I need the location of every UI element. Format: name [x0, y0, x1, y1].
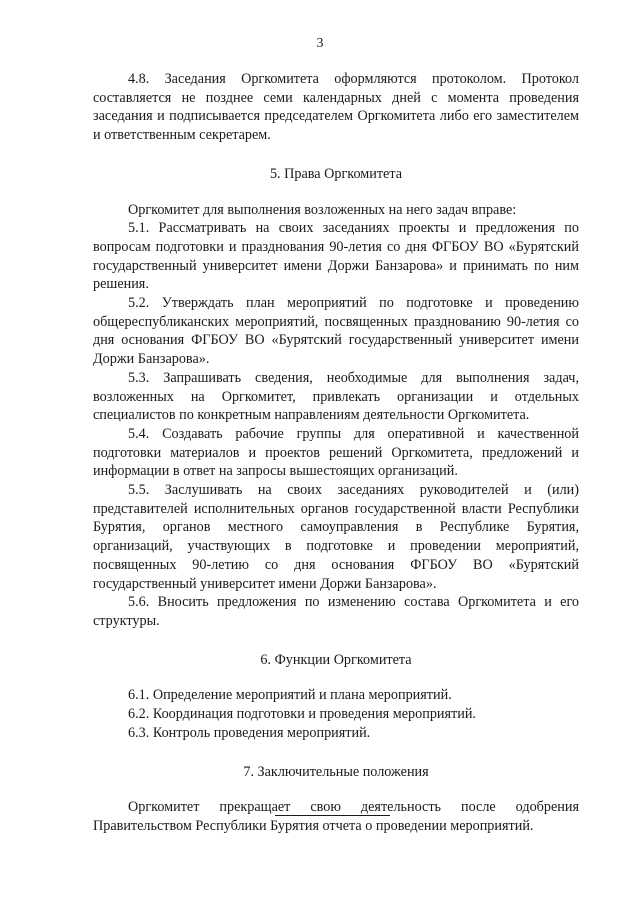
clause-5-2: 5.2. Утверждать план мероприятий по подготовке и проведению общереспубликанских мероприятий, посвященных празднованию 90-летия со дня основания ФГБОУ ВО «Бурятский государственный университет имени Доржи Банзарова». [93, 295, 579, 368]
clause-5-3: 5.3. Запрашивать сведения, необходимые для выполнения задач, возложенных на Оргкомитет, привлекать организации и отдельных специалистов по конкретным направлениям деятельности Оргкомитета. [93, 369, 579, 424]
clause-6-2: 6.2. Координация подготовки и проведения мероприятий. [128, 706, 476, 723]
clause-5-6: 5.6. Вносить предложения по изменению состава Оргкомитета и его структуры. [93, 594, 579, 629]
section-6-heading: 6. Функции Оргкомитета [260, 651, 412, 668]
document-body [93, 70, 579, 836]
final-provision: Оргкомитет прекращает свою деятельность после одобрения Правительством Республики Бурятия отчета о проведении мероприятий. [93, 799, 579, 834]
page-number: 3 [316, 36, 324, 51]
clause-6-3: 6.3. Контроль проведения мероприятий. [128, 724, 371, 741]
clause-6-1: 6.1. Определение мероприятий и плана мероприятий. [128, 687, 452, 704]
section-5-heading: 5. Права Оргкомитета [269, 165, 403, 182]
clause-4-8: 4.8. Заседания Оргкомитета оформляются протоколом. Протокол составляется не позднее семи календарных дней с момента проведения заседания и подписывается председателем Оргкомитета либо его заместителем и ответственным секретарем. [93, 71, 579, 144]
closing-rule-divider [275, 815, 390, 816]
clause-5-1: 5.1. Рассматривать на своих заседаниях проекты и предложения по вопросам подготовки и празднования 90-летия со дня ФГБОУ ВО «Бурятский государственный университет имени Доржи Банзарова» и принимать по ним решения. [93, 220, 579, 293]
section-7-heading: 7. Заключительные положения [243, 763, 429, 780]
clause-5-5: 5.5. Заслушивать на своих заседаниях руководителей и (или) представителей исполнительных органов государственной власти Республики Бурятия, органов местного самоуправления в Республике Бурятия, организаций, участвующих в подготовке и проведении мероприятий, посвященных 90-летию со дня основания ФГБОУ ВО «Бурятский государственный университет имени Доржи Банзарова». [93, 482, 579, 592]
section-5-intro: Оргкомитет для выполнения возложенных на него задач вправе: [128, 201, 517, 218]
clause-5-4: 5.4. Создавать рабочие группы для оперативной и качественной подготовки материалов и проектов решений Оргкомитета, предложений и информации в ответ на запросы вышестоящих организаций. [93, 425, 579, 480]
